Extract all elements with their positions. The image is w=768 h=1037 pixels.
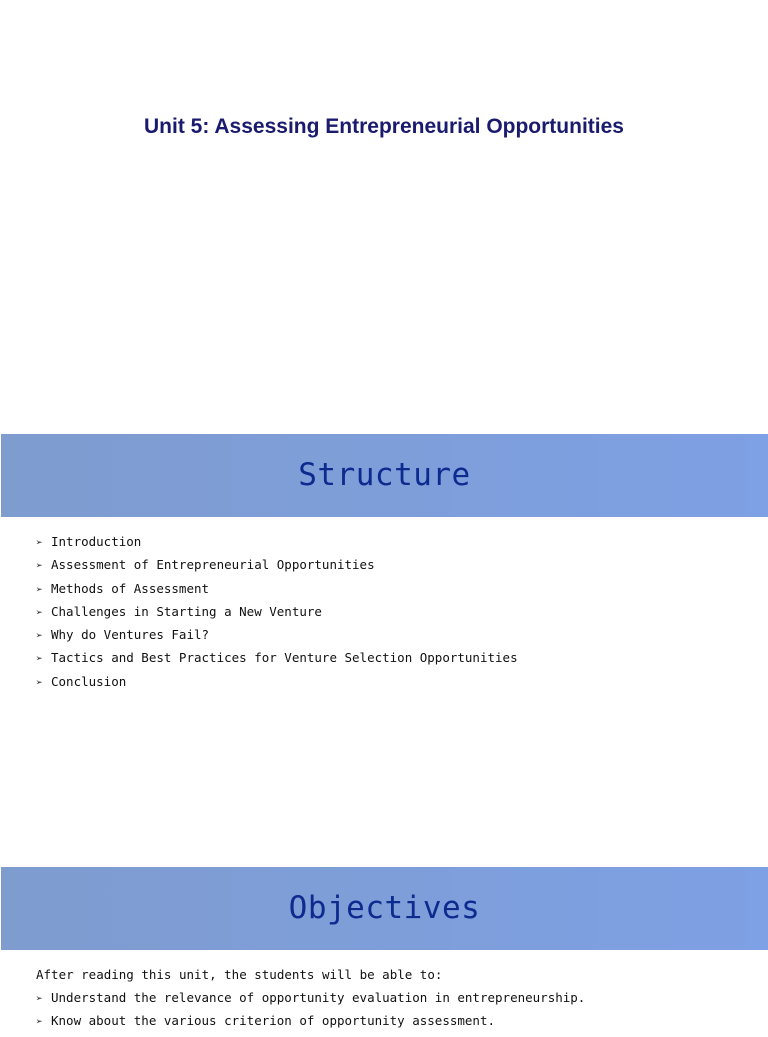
list-item — [36, 604, 518, 627]
objectives-header-band — [1, 867, 768, 950]
arrow-bullet-icon: ➢ — [36, 629, 43, 643]
list-item-text: Conclusion — [51, 673, 127, 689]
objectives-list — [36, 990, 585, 1037]
list-item-text: Assessment of Entrepreneurial Opportunities — [51, 557, 375, 573]
arrow-bullet-icon: ➢ — [36, 992, 43, 1005]
list-item — [36, 674, 518, 697]
list-item-text: Methods of Assessment — [51, 580, 210, 596]
arrow-bullet-icon: ➢ — [36, 605, 43, 619]
list-item-text: Understand the relevance of opportunity evaluation in entrepreneurship. — [51, 990, 586, 1005]
arrow-bullet-icon: ➢ — [36, 536, 43, 549]
arrow-bullet-icon: ➢ — [36, 652, 43, 666]
list-item-text: Tactics and Best Practices for Venture Selection Opportunities — [51, 650, 518, 666]
list-item — [36, 534, 518, 557]
objectives-heading: Objectives — [288, 890, 481, 926]
title-slide — [0, 0, 768, 430]
list-item-text: Know about the various criterion of opportunity assessment. — [51, 1013, 496, 1029]
list-item-text: Introduction — [51, 534, 142, 549]
arrow-bullet-icon: ➢ — [36, 559, 43, 573]
structure-list — [36, 534, 518, 697]
arrow-bullet-icon: ➢ — [36, 582, 43, 596]
list-item — [36, 627, 518, 650]
slide-title: Unit 5: Assessing Entrepreneurial Opportunities — [144, 115, 624, 138]
list-item — [36, 650, 518, 673]
structure-heading: Structure — [298, 457, 471, 493]
list-item-text: Why do Ventures Fail? — [51, 627, 210, 643]
arrow-bullet-icon: ➢ — [36, 675, 43, 689]
list-item — [36, 581, 518, 604]
structure-header-band — [1, 434, 768, 517]
list-item — [36, 990, 585, 1013]
list-item-text: Challenges in Starting a New Venture — [51, 603, 322, 619]
arrow-bullet-icon: ➢ — [36, 1015, 43, 1029]
objectives-intro: After reading this unit, the students will be able to: — [36, 967, 443, 982]
list-item — [36, 1013, 585, 1036]
list-item — [36, 557, 518, 580]
